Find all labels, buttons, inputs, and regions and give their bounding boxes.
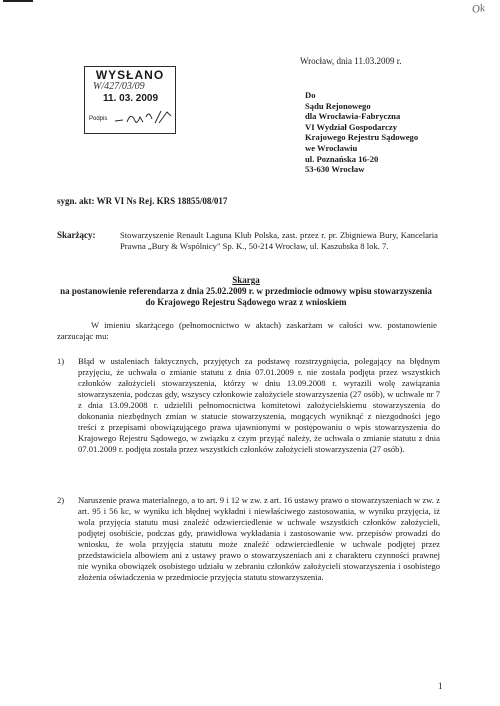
signature-scribble — [113, 107, 175, 129]
charge-number: 1) — [57, 356, 65, 366]
complaint-title: Skarga — [232, 275, 260, 285]
handwritten-corner-mark: Ok — [471, 2, 486, 16]
addressee-line: Do — [305, 90, 316, 100]
city-date: Wrocław, dnia 11.03.2009 r. — [300, 56, 402, 66]
case-reference: sygn. akt: WR VI Ns Rej. KRS 18855/08/017 — [57, 196, 228, 206]
addressee-line: dla Wrocławia-Fabryczna — [305, 111, 401, 122]
charge-number: 2) — [57, 495, 65, 505]
charge-item-1 — [57, 356, 440, 455]
addressee-line: ul. Poznańska 16-20 — [305, 153, 379, 164]
stamp-title: WYSŁANO — [95, 68, 165, 82]
complaint-subtitle: na postanowienie referendarza z dnia 25.02.2009 r. w przedmiocie odmowy wpisu stowarzyszenia do Krajowego Rejestru Sądowego wraz z wnioskiem — [60, 286, 432, 307]
addressee-line: Sądu Rejonowego — [305, 100, 371, 111]
complainant-details: Stowarzyszenie Renault Laguna Klub Polska, zast. przez r. pr. Zbigniewa Bury, Kancelaria Prawna „Bury & Wspólnicy" Sp. K., 50-214 Wrocław, ul. Kaszubska 8 lok. 7. — [120, 230, 438, 251]
addressee-line: Krajowego Rejestru Sądowego — [305, 132, 419, 143]
addressee-line: we Wrocławiu — [305, 142, 358, 153]
sent-stamp — [84, 66, 176, 134]
top-edge-mark — [3, 0, 33, 2]
addressee-block — [305, 90, 418, 175]
charge-text: Naruszenie prawa materialnego, a to art. 9 i 12 w zw. z art. 16 ustawy prawo o stowarzyszeniach w zw. z art. 95 i 56 kc, w wyniku ich błędnej wykładni i niewłaściwego zastosowania, w wyniku przyjęcia, iż wola przyjęcia statutu musi znaleźć odzwierciedlenie w uchwale wszystkich członków założycieli, podjętej osobiście, podczas gdy, prawidłowa wykładania i zastosowanie ww. przepisów prowadzi do wniosku, że wola przyjęcia statutu może znaleźć odzwierciedlenie w uchwale podjętej przez przedstawiciela albowiem ani z ustawy prawo o stowarzyszeniach ani z charakteru czynności prawnej nie wynika obowiązek osobistego udziału w zebraniu członków założycieli stowarzyszenia i osobistego złożenia oświadczenia w przedmiocie przyjęcia statutu stowarzyszenia. — [78, 495, 440, 583]
intro-paragraph: W imieniu skarżącego (pełnomocnictwo w aktach) zaskarżam w całości ww. postanowienie zarzucając mu: — [57, 320, 437, 341]
complainant-label: Skarżący: — [57, 230, 96, 240]
charge-item-2 — [57, 495, 440, 583]
stamp-date: 11. 03. 2009 — [103, 93, 159, 104]
addressee-line: VI Wydział Gospodarczy — [305, 121, 397, 132]
addressee-line: 53-630 Wrocław — [305, 164, 365, 175]
stamp-signature-label: Podpis — [89, 116, 108, 122]
page-number: 1 — [438, 681, 443, 691]
stamp-handwritten-number: W/427/03/09 — [93, 81, 145, 92]
charge-text: Błąd w ustaleniach faktycznych, przyjętych za podstawę rozstrzygnięcia, polegający na błędnym przyjęciu, że uchwała o zmianie statutu z dnia 07.01.2009 r. nie została podjęta przez wszystkich członków założycieli stowarzyszenia, którzy w dniu 13.09.2008 r. wyrazili wolę zawiązania stowarzyszenia, podczas gdy, wszyscy członkowie założyciele stowarzyszenia (27 osób), w uchwale nr 7 z dnia 13.09.2008 r. udzielili pełnomocnictwa komitetowi założycielskiemu stowarzyszenia do dokonania niezbędnych zmian w statucie stowarzyszenia, mogących wyniknąć z niezgodności jego treści z przepisami obowiązującego prawa ujawnionymi w postępowaniu o wpis stowarzyszenia do Krajowego Rejestru Sądowego, w związku z czym przyjąć należy, że uchwała o zmianie statutu z dnia 07.01.2009 r. podjęta została przez wszystkich członków założycieli stowarzyszenia (27 osób). — [78, 356, 440, 455]
